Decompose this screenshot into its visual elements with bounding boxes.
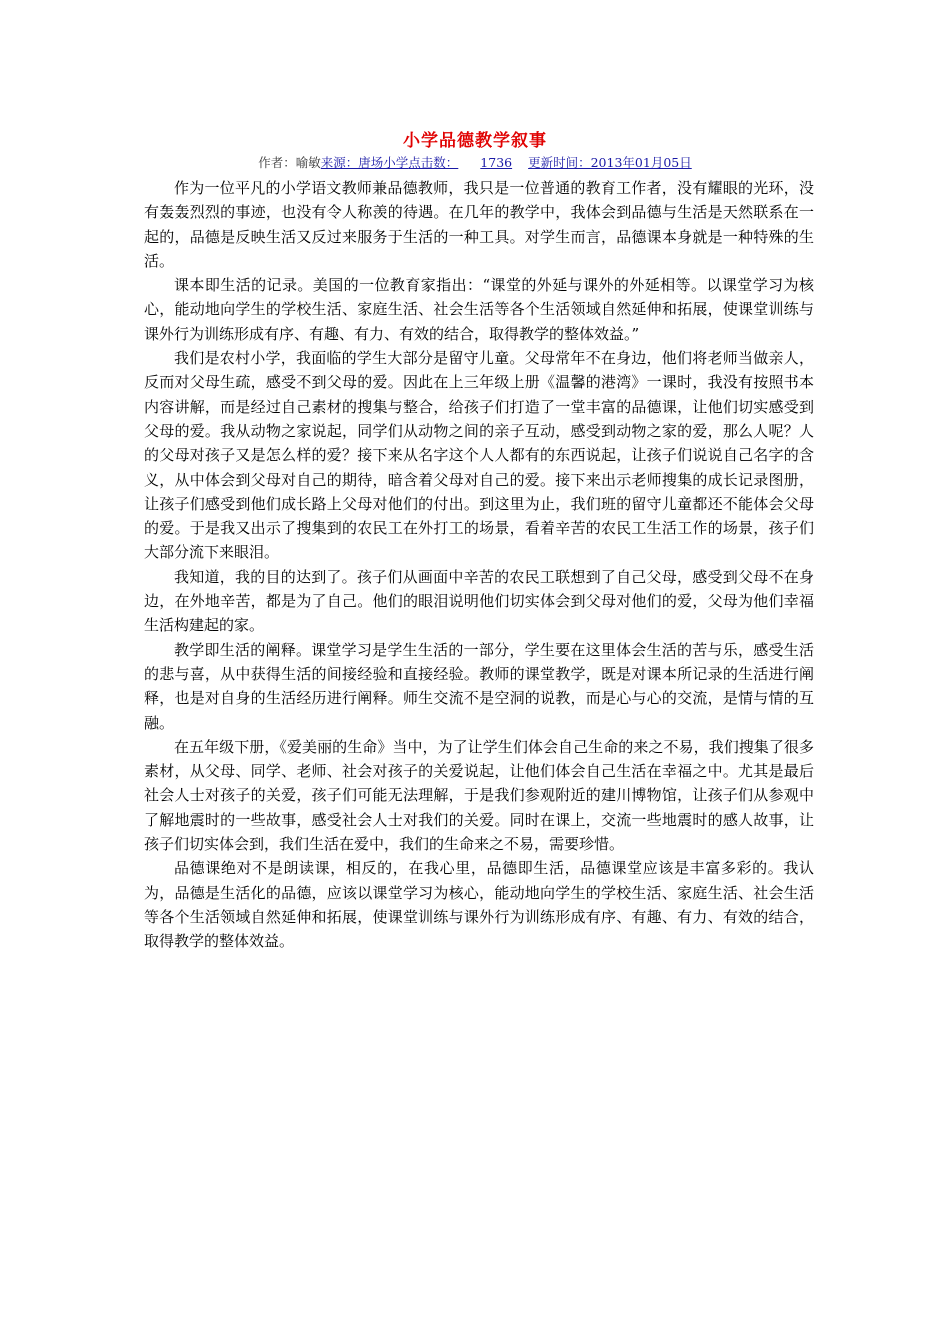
paragraph: 在五年级下册，《爱美丽的生命》当中，为了让学生们体会自己生命的来之不易，我们搜集了很多素材，从父母、同学、老师、社会对孩子的关爱说起，让他们体会自己生活在幸福之中。尤其是最后社会人士对孩子的关爱，孩子们可能无法理解，于是我们参观附近的建川博物馆，让孩子们从参观中了解地震时的一些故事，感受社会人士对我们的关爱。同时在课上，交流一些地震时的感人故事，让孩子们切实体会到，我们生活在爱中，我们的生命来之不易，需要珍惜。 — [144, 737, 814, 854]
author-label: 作者：喻敏 — [258, 155, 321, 170]
paragraph: 品德课绝对不是朗读课，相反的，在我心里，品德即生活，品德课堂应该是丰富多彩的。我认为，品德是生活化的品德，应该以课堂学习为核心，能动地向学生的学校生活、家庭生活、社会生活等各个生活领域自然延伸和拓展，使课堂训练与课外行为训练形成有序、有趣、有力、有效的结合，取得教学的整体效益。 — [144, 859, 814, 951]
hits-label: 点击数： — [408, 155, 459, 170]
paragraph: 作为一位平凡的小学语文教师兼品德教师，我只是一位普通的教育工作者，没有耀眼的光环，没有轰轰烈烈的事迹，也没有令人称羡的待遇。在几年的教学中，我体会到品德与生活是天然联系在一起的，品德是反映生活又反过来服务于生活的一种工具。对学生而言，品德课本身就是一种特殊的生活。 — [144, 179, 814, 270]
paragraph: 我们是农村小学，我面临的学生大部分是留守儿童。父母常年不在身边，他们将老师当做亲人，反而对父母生疏，感受不到父母的爱。因此在上三年级上册《温馨的港湾》一课时，我没有按照书本内容讲解，而是经过自己素材的搜集与整合，给孩子们打造了一堂丰富的品德课，让他们切实感受到父母的爱。我从动物之家说起，同学们从动物之间的亲子互动，感受到动物之家的爱，那么人呢？人的父母对孩子又是怎么样的爱？接下来从名字这个人人都有的东西说起，让孩子们说说自己名字的含义，从中体会到父母对自己的期待，暗含着父母对自己的爱。接下来出示老师搜集的成长记录图册，让孩子们感受到他们成长路上父母对他们的付出。到这里为止，我们班的留守儿童都还不能体会父母的爱。于是我又出示了搜集到的农民工在外打工的场景，看着辛苦的农民工生活工作的场景，孩子们大部分流下来眼泪。 — [144, 349, 814, 562]
source-link[interactable] — [321, 155, 692, 170]
paragraph: 教学即生活的阐释。课堂学习是学生生活的一部分，学生要在这里体会生活的苦与乐，感受生活的悲与喜，从中获得生活的间接经验和直接经验。教师的课堂教学，既是对课本所记录的生活进行阐释，也是对自身的生活经历进行阐释。师生交流不是空洞的说教，而是心与心的交流，是情与情的互融。 — [144, 640, 814, 732]
article-body — [144, 176, 814, 954]
source-label: 来源：唐场小学 — [320, 155, 409, 170]
updated-label: 更新时间：2013年01月05日 — [528, 155, 692, 170]
hits-value: 1736 — [480, 155, 513, 170]
paragraph: 课本即生活的记录。美国的一位教育家指出：“课堂的外延与课外的外延相等。以课堂学习为核心，能动地向学生的学校生活、家庭生活、社会生活等各个生活领域自然延伸和拓展，使课堂训练与课外行为训练形成有序、有趣、有力、有效的结合，取得教学的整体效益。” — [144, 276, 814, 343]
article-meta — [0, 153, 950, 171]
article-title: 小学品德教学叙事 — [403, 131, 547, 151]
paragraph: 我知道，我的目的达到了。孩子们从画面中辛苦的农民工联想到了自己父母，感受到父母不在身边，在外地辛苦，都是为了自己。他们的眼泪说明他们切实体会到父母对他们的爱，父母为他们幸福生活构建起的家。 — [144, 567, 814, 635]
